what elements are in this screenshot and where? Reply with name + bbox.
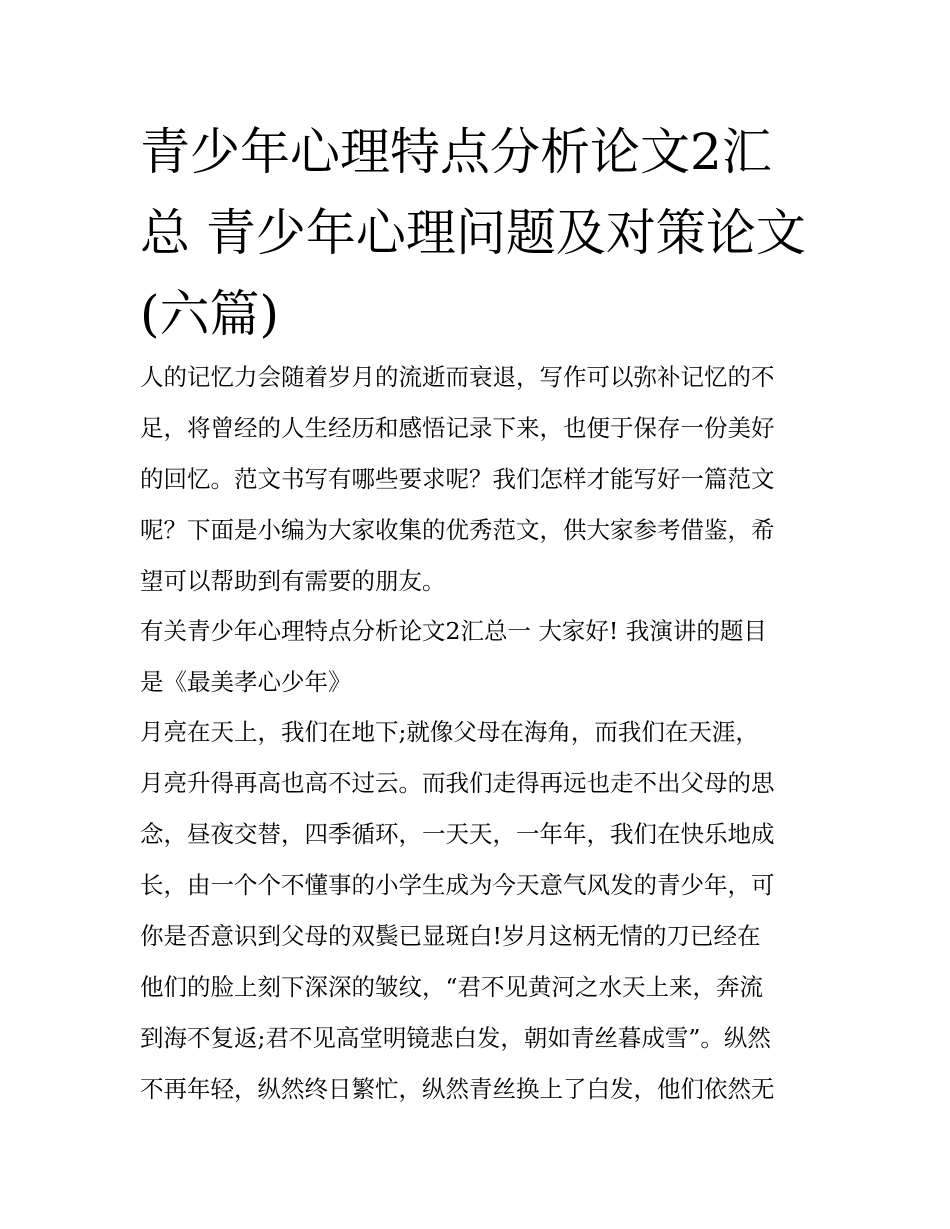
text-line: 月亮升得再高也高不过云。而我们走得再远也走不出父母的思: [140, 769, 775, 797]
text-line: 到海不复返;君不见高堂明镜悲白发，朝如青丝暮成雪”。纵然: [140, 1024, 771, 1052]
text-line: 月亮在天上，我们在地下;就像父母在海角，而我们在天涯，: [140, 718, 759, 746]
body-paragraph: [140, 707, 820, 1115]
section-heading-paragraph: [140, 606, 820, 708]
text-line: 人的记忆力会随着岁月的流逝而衰退，写作可以弥补记忆的不: [140, 363, 775, 391]
text-line: 呢？下面是小编为大家收集的优秀范文，供大家参考借鉴，希: [140, 516, 775, 544]
text-line: 你是否意识到父母的双鬓已显斑白!岁月这柄无情的刀已经在: [140, 922, 761, 950]
text-line: 他们的脸上刻下深深的皱纹，“君不见黄河之水天上来，奔流: [140, 973, 764, 1001]
text-line: 足，将曾经的人生经历和感悟记录下来，也便于保存一份美好: [140, 414, 775, 442]
intro-paragraph: [140, 352, 820, 607]
title-line: 总 青少年心理问题及对策论文: [140, 204, 806, 262]
text-line: 不再年轻，纵然终日繁忙，纵然青丝换上了白发，他们依然无: [140, 1075, 775, 1103]
text-line: 是《最美孝心少年》: [140, 668, 352, 696]
title-line: 青少年心理特点分析论文2汇: [140, 123, 772, 181]
title-line: (六篇): [140, 285, 280, 343]
text-line: 的回忆。范文书写有哪些要求呢？我们怎样才能写好一篇范文: [140, 465, 775, 493]
text-line: 有关青少年心理特点分析论文2汇总一 大家好! 我演讲的题目: [140, 617, 767, 645]
text-line: 长，由一个个不懂事的小学生成为今天意气风发的青少年，可: [140, 871, 775, 899]
document-title: [140, 112, 820, 355]
text-line: 望可以帮助到有需要的朋友。: [140, 567, 446, 595]
text-line: 念，昼夜交替，四季循环，一天天，一年年，我们在快乐地成: [140, 820, 775, 848]
